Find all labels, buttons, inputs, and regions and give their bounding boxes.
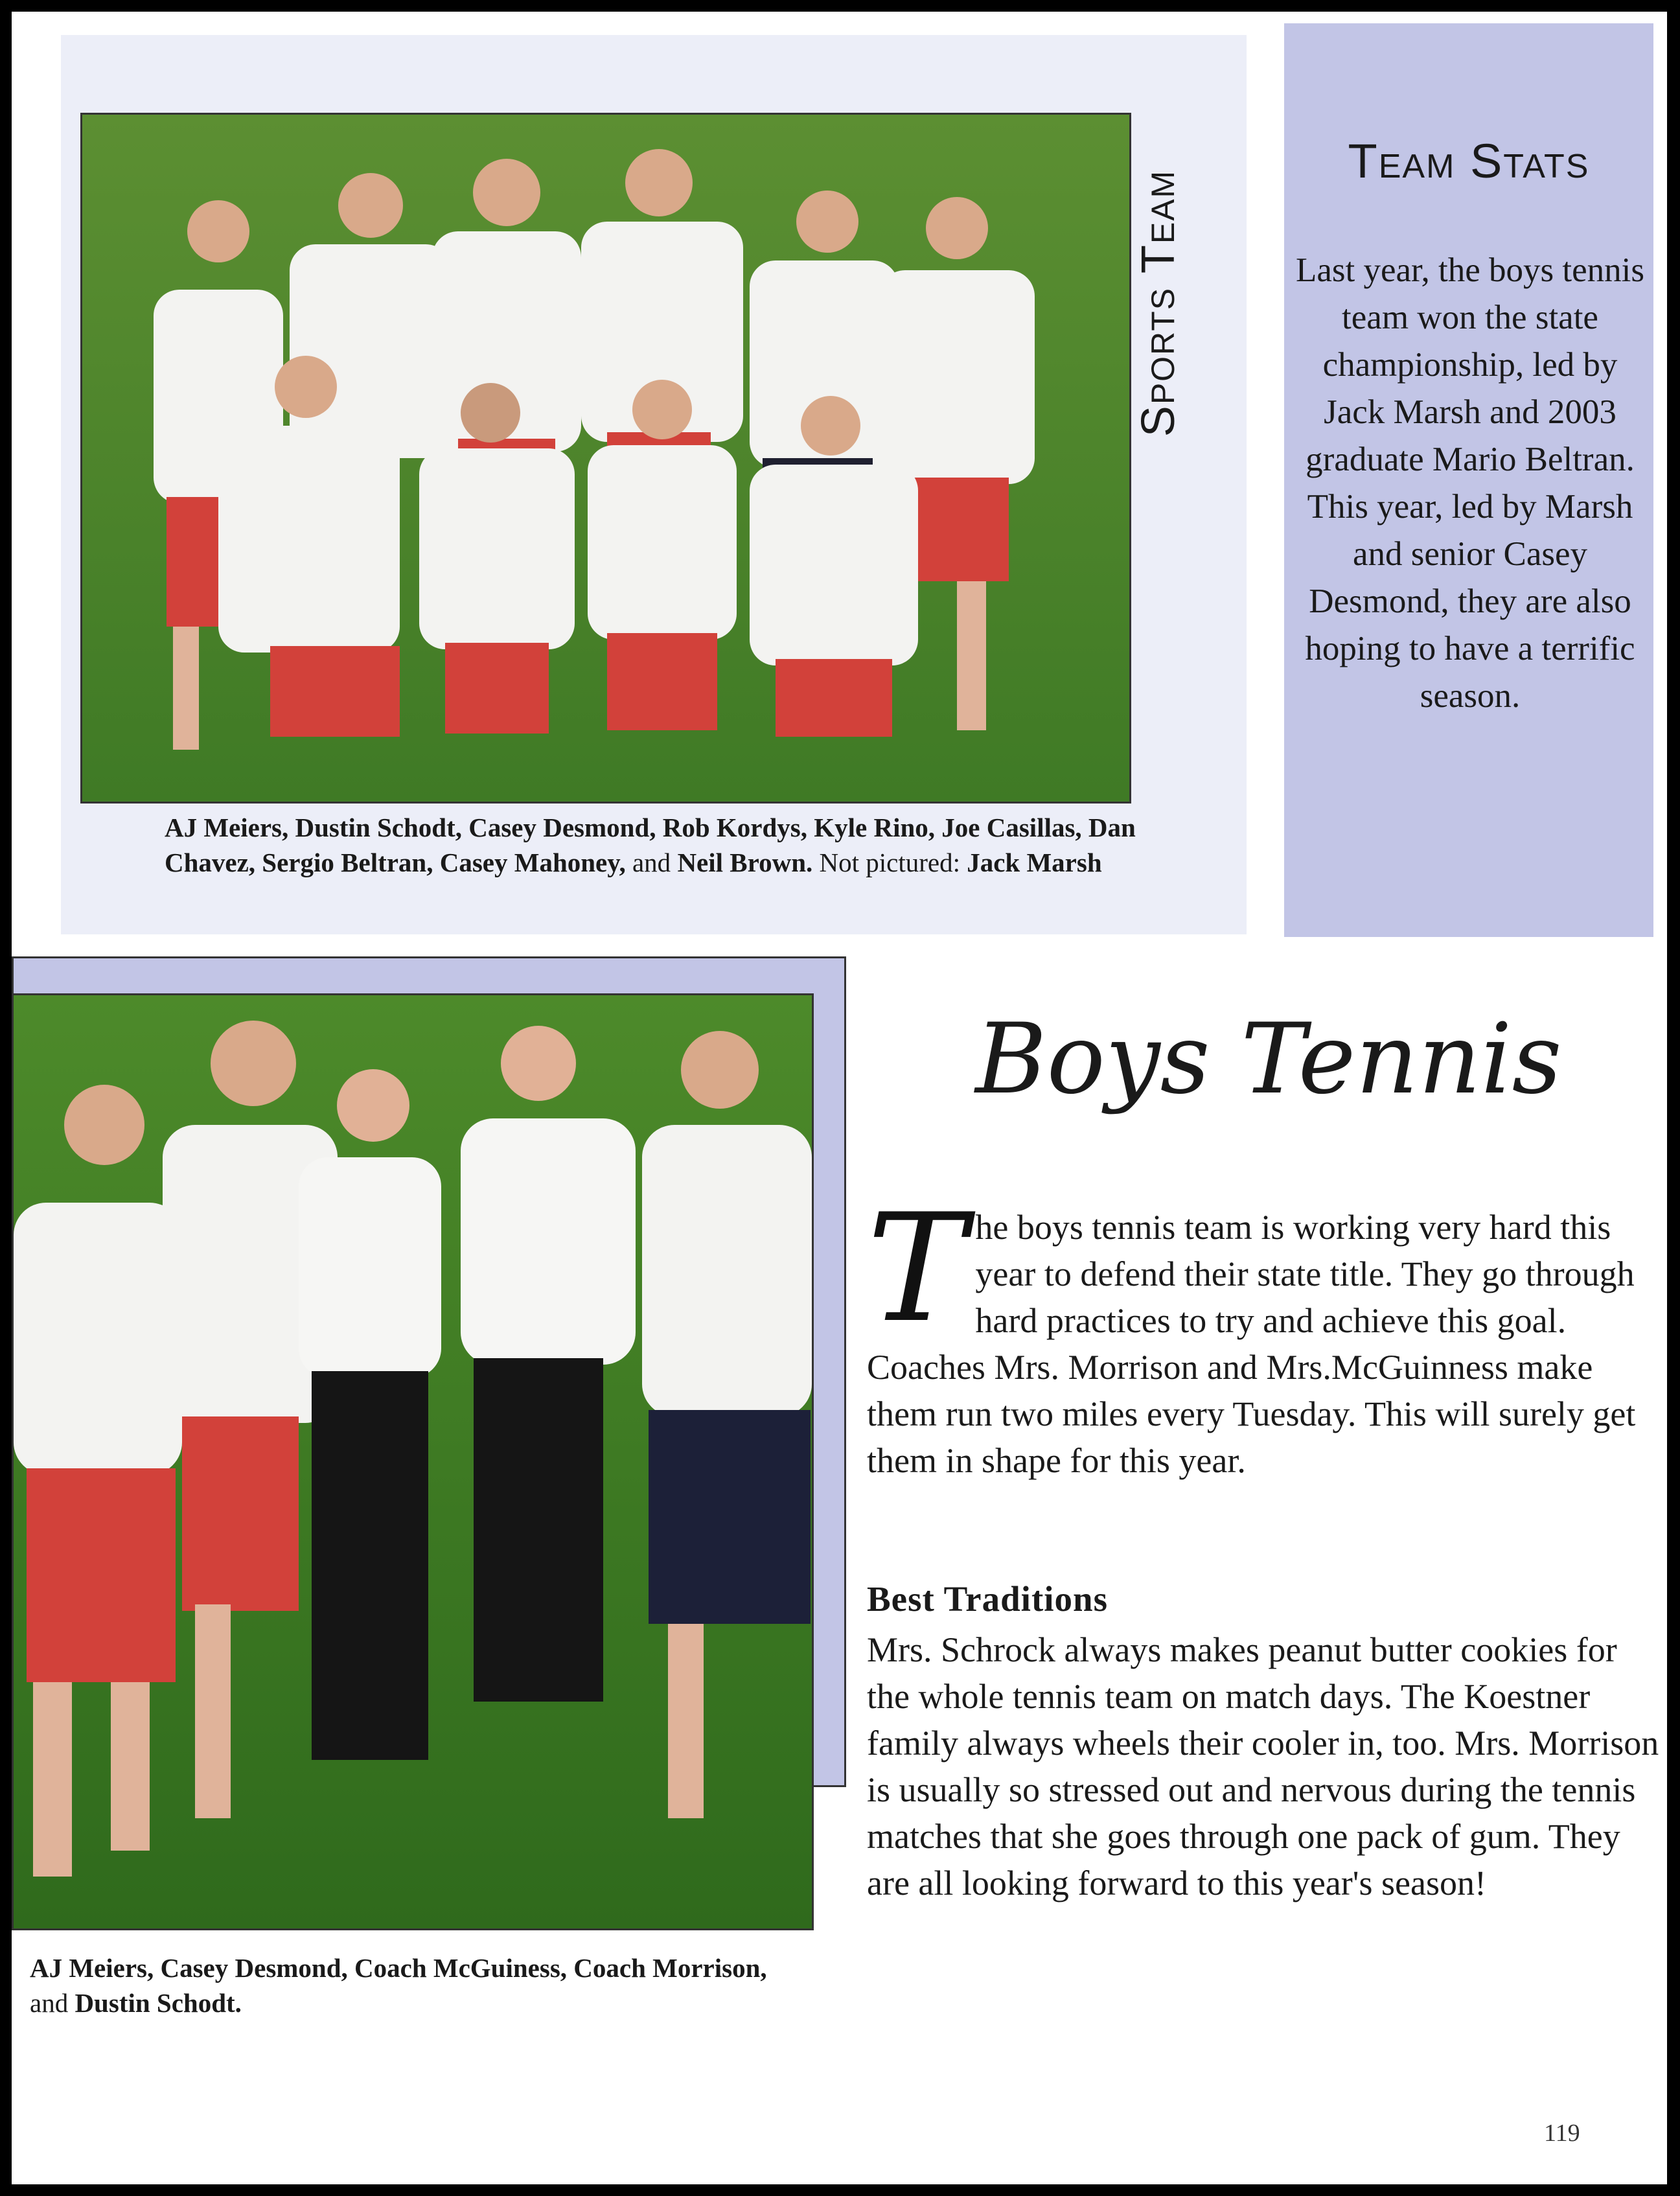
person-figure-3 — [299, 1069, 441, 1760]
team-stats-box — [1284, 23, 1653, 937]
caption-and: and — [30, 1988, 69, 2018]
sports-team-side-label — [1129, 135, 1188, 472]
drop-cap: T — [867, 1183, 967, 1356]
caption-last-name: Neil Brown. — [677, 848, 813, 877]
sports-team-label-text: Sports Team — [1133, 169, 1184, 437]
traditions-paragraph: Mrs. Schrock always makes peanut butter cookies for the whole tennis team on match days. The Koestner family always wheels their cooler in, too. Mrs. Morrison is usually so stressed out and nervous during the tennis matches that she goes through one pack of gum. They are all looking forward to this year's season! — [867, 1630, 1659, 1902]
article-title: Boys Tennis — [975, 1003, 1562, 1116]
team-stats-title: Team Stats — [1348, 134, 1590, 188]
traditions-heading: Best Traditions — [867, 1579, 1109, 1619]
top-photo-caption — [165, 810, 1136, 880]
caption-names: AJ Meiers, Dustin Schodt, Casey Desmond, Rob Kordys, Kyle Rino, Joe Casillas, Dan Chavez, Sergio Beltran, Casey Mahoney, — [165, 813, 1136, 877]
coaches-photo — [12, 993, 814, 1930]
yearbook-page — [12, 12, 1667, 2184]
caption-names: AJ Meiers, Casey Desmond, Coach McGuiness, Coach Morrison, — [30, 1953, 767, 1983]
team-stats-body: Last year, the boys tennis team won the state championship, led by Jack Marsh and 2003 graduate Mario Beltran. This year, led by Marsh and senior Casey Desmond, they are also hoping to have a terrific season. — [1295, 251, 1645, 715]
caption-and: and — [632, 848, 671, 877]
caption-not-pictured-label: Not pictured: — [819, 848, 960, 877]
caption-not-pictured-name: Jack Marsh — [967, 848, 1102, 877]
team-photo — [80, 113, 1131, 803]
article-lead-text: he boys tennis team is working very hard this year to defend their state title. They go through hard practices to try and achieve this goal. Coaches Mrs. Morrison and Mrs.McGuinness make them run two miles every Tuesday. This will surely get them in shape for this year. — [867, 1208, 1636, 1480]
article-lead-paragraph — [867, 1183, 1664, 1484]
page-number: 119 — [1544, 2120, 1580, 2147]
caption-last-name: Dustin Schodt. — [75, 1988, 242, 2018]
bottom-photo-caption — [30, 1950, 807, 2020]
